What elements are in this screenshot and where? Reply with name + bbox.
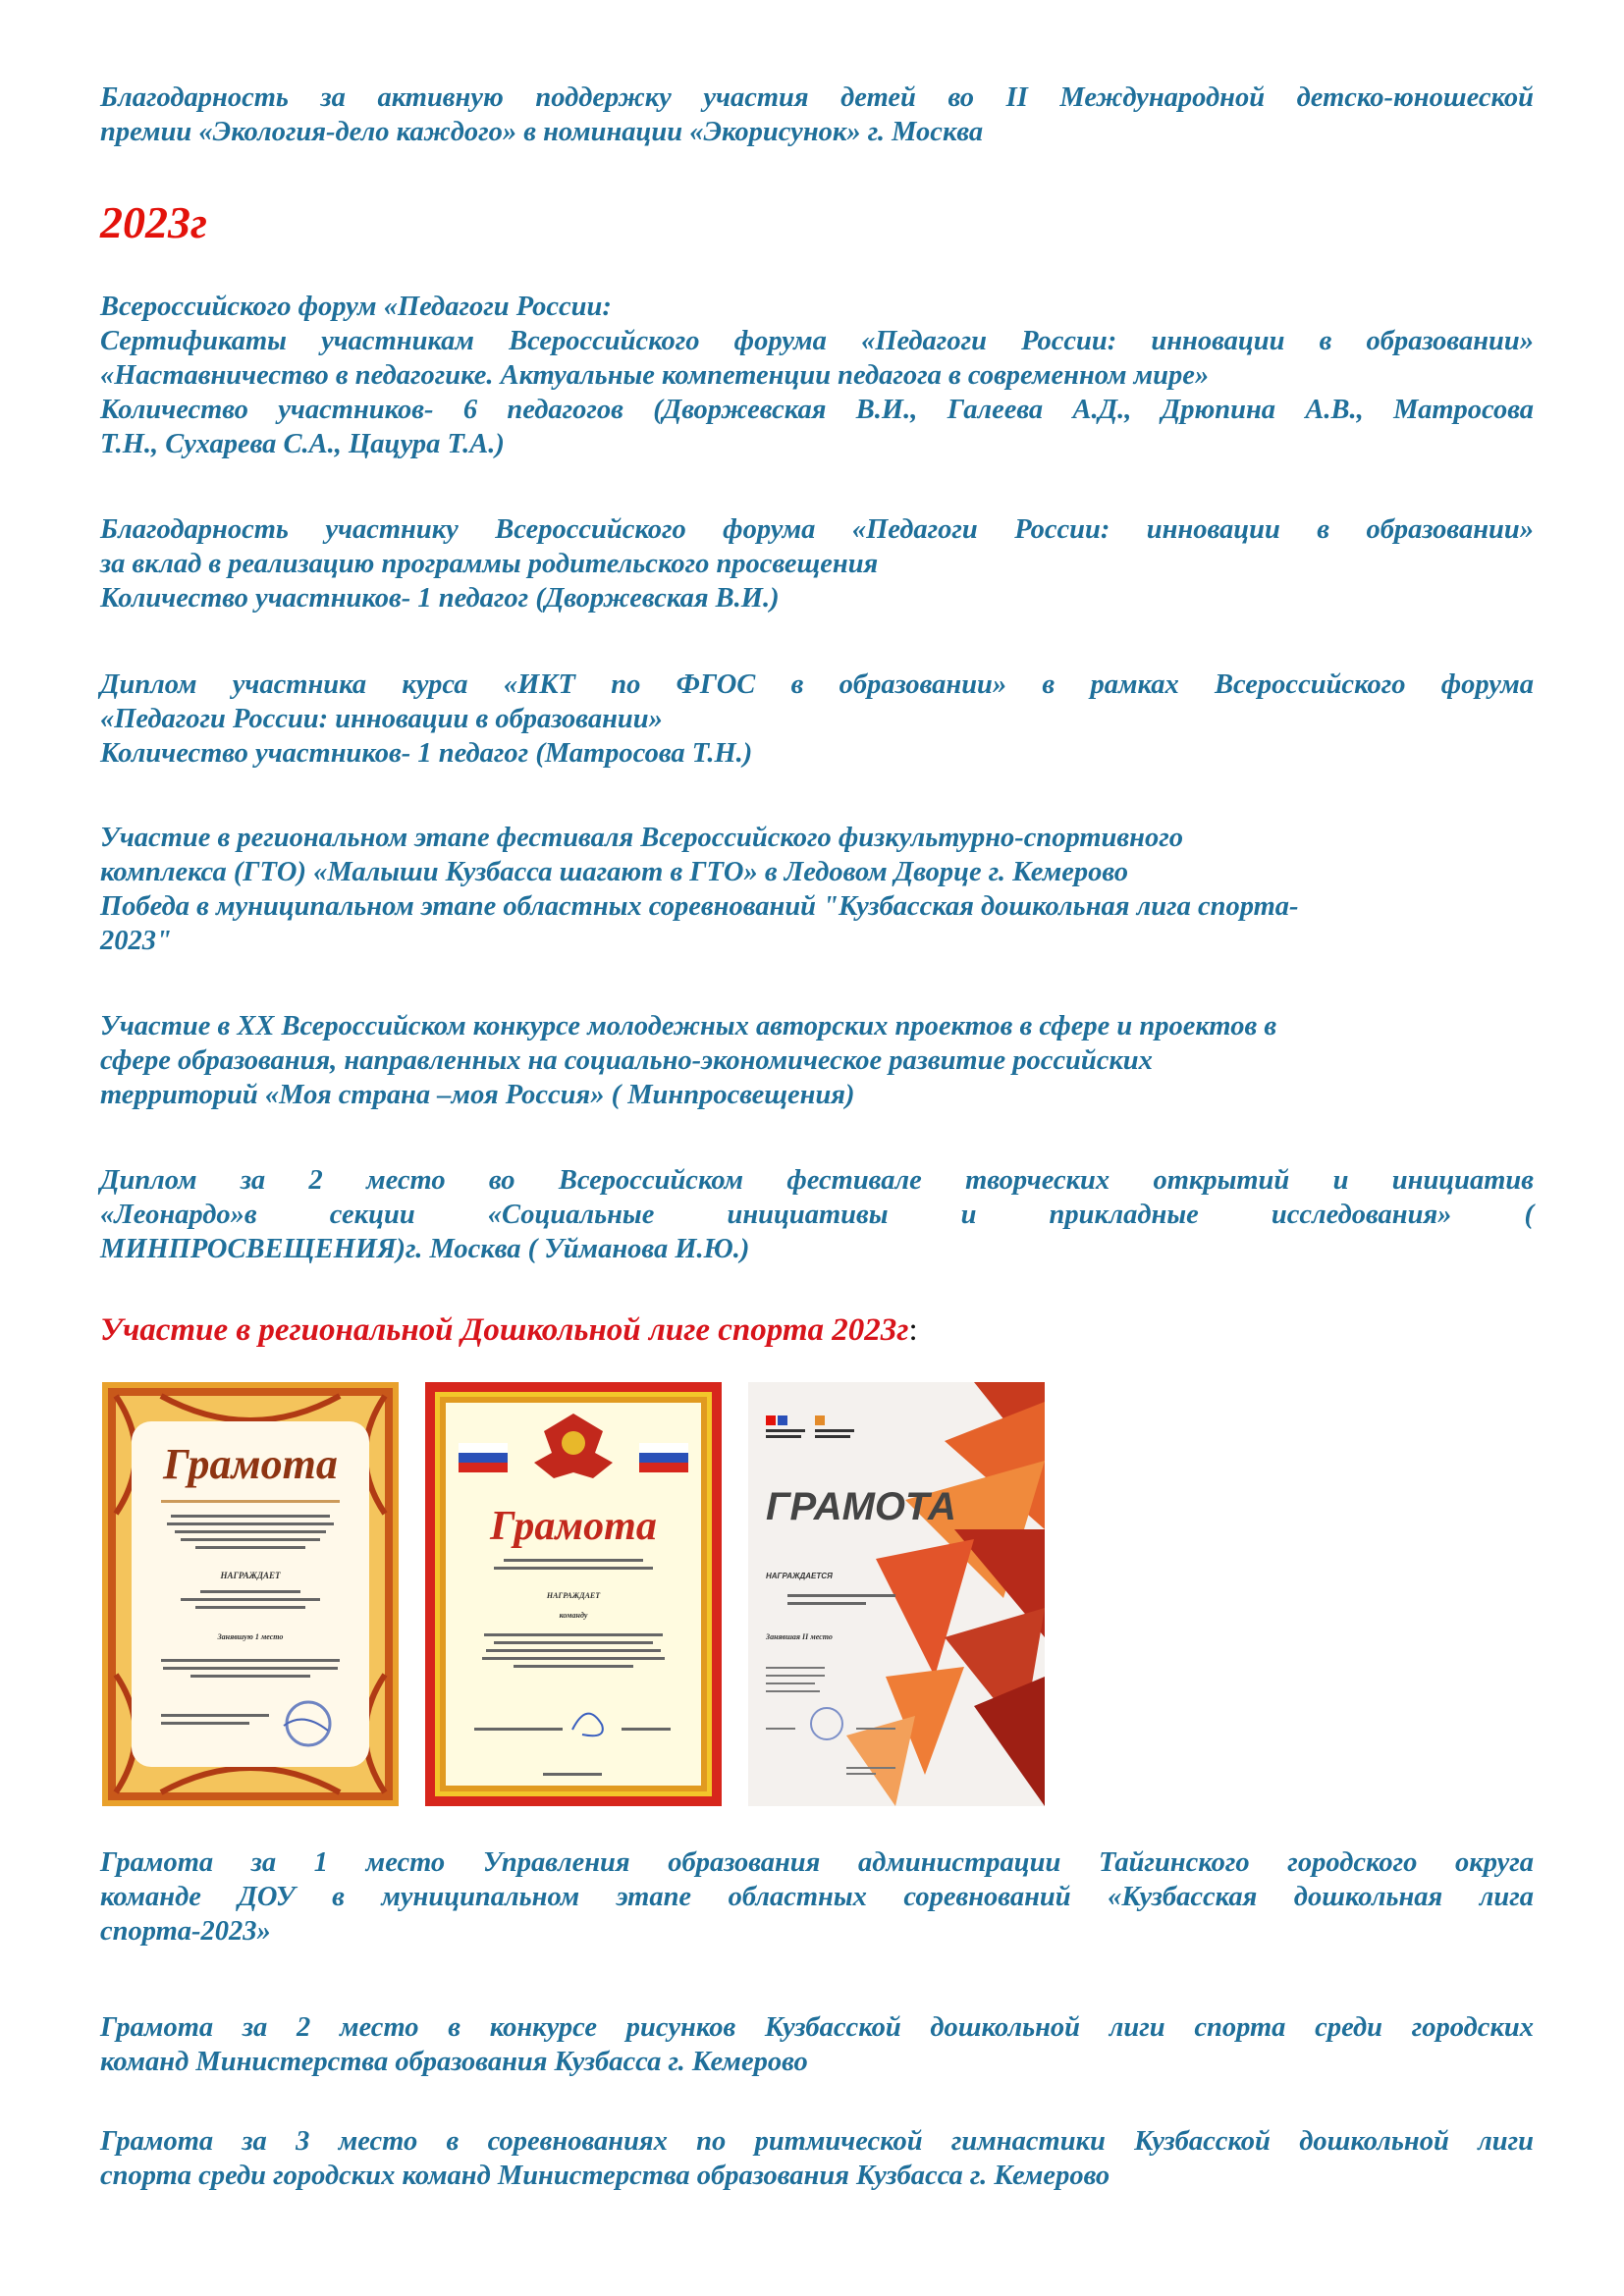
certificate-2-awards: НАГРАЖДАЕТ bbox=[546, 1591, 601, 1600]
text-line: комплекса (ГТО) «Малыши Кузбасса шагают в ГТО» в Ледовом Дворце г. Кемерово bbox=[100, 857, 1128, 887]
text-line: Победа в муниципальном этапе областных соревнований "Кузбасская дошкольная лига спорта- bbox=[100, 891, 1299, 922]
certificate-image-2 bbox=[425, 1382, 722, 1806]
certificate-3-title: ГРАМОТА bbox=[766, 1485, 956, 1528]
year-heading: 2023г bbox=[100, 197, 207, 247]
text-line: «Педагоги России: инновации в образовании» bbox=[100, 704, 663, 734]
text-line: Количество участников- 1 педагог (Матросова Т.Н.) bbox=[100, 738, 753, 769]
certificate-3-place: Занявшая II место bbox=[766, 1632, 833, 1641]
text-line: Участие в региональном этапе фестиваля Всероссийского физкультурно-спортивного bbox=[100, 823, 1183, 853]
text-line: Благодарность участнику Всероссийского форума «Педагоги России: инновации в образовании» bbox=[100, 514, 1534, 545]
text-line: за вклад в реализацию программы родительского просвещения bbox=[100, 549, 879, 579]
paragraph-ict-diploma bbox=[100, 667, 1534, 771]
paragraph-first-place bbox=[100, 1845, 1534, 1949]
certificate-image-3 bbox=[748, 1382, 1045, 1806]
section-heading-colon: : bbox=[908, 1312, 918, 1348]
paragraph-gratitude-ecology bbox=[100, 80, 1534, 149]
certificate-2-team: команду bbox=[559, 1611, 588, 1620]
certificate-photos bbox=[0, 1382, 1624, 1814]
certificate-image-1 bbox=[102, 1382, 399, 1806]
text-line: Сертификаты участникам Всероссийского форума «Педагоги России: инновации в образовании» bbox=[100, 326, 1534, 356]
text-line: спорта среди городских команд Министерства образования Кузбасса г. Кемерово bbox=[100, 2161, 1110, 2191]
certificate-1-title: Грамота bbox=[163, 1440, 338, 1488]
text-line: «Леонардо»в секции «Социальные инициативы и прикладные исследования» ( bbox=[100, 1200, 1534, 1230]
text-line: Грамота за 3 место в соревнованиях по ритмической гимнастики Кузбасской дошкольной лиги bbox=[100, 2126, 1534, 2157]
text-line: Количество участников- 6 педагогов (Дворжевская В.И., Галеева А.Д., Дрюпина А.В., Матросова bbox=[100, 395, 1534, 425]
text-line: Всероссийского форум «Педагоги России: bbox=[100, 292, 612, 322]
paragraph-forum-certificates bbox=[100, 290, 1534, 461]
text-line: 2023" bbox=[100, 926, 172, 956]
text-line: Грамота за 2 место в конкурсе рисунков Кузбасской дошкольной лиги спорта среди городских bbox=[100, 2012, 1534, 2043]
section-heading-preschool-league bbox=[100, 1310, 918, 1350]
text-line: «Наставничество в педагогике. Актуальные компетенции педагога в современном мире» bbox=[100, 360, 1210, 391]
certificate-2-title: Грамота bbox=[490, 1504, 657, 1549]
text-line: Благодарность за активную поддержку участия детей во II Международной детско-юношеской bbox=[100, 82, 1534, 113]
text-line: МИНПРОСВЕЩЕНИЯ)г. Москва ( Уйманова И.Ю.) bbox=[100, 1234, 750, 1264]
text-line: сфере образования, направленных на социально-экономическое развитие российских bbox=[100, 1045, 1153, 1076]
text-line: спорта-2023» bbox=[100, 1916, 271, 1947]
paragraph-youth-projects bbox=[100, 1009, 1534, 1112]
section-heading-text: Участие в региональной Дошкольной лиге спорта 2023г bbox=[100, 1312, 909, 1348]
certificate-1-place: Занявшую 1 место bbox=[217, 1632, 284, 1641]
text-line: премии «Экология-дело каждого» в номинации «Экорисунок» г. Москва bbox=[100, 117, 984, 147]
paragraph-third-place bbox=[100, 2124, 1534, 2193]
certificate-1-awards: НАГРАЖДАЕТ bbox=[220, 1571, 281, 1580]
text-line: территорий «Моя страна –моя Россия» ( Минпросвещения) bbox=[100, 1080, 855, 1110]
text-line: команд Министерства образования Кузбасса г. Кемерово bbox=[100, 2047, 808, 2077]
text-line: Грамота за 1 место Управления образования администрации Тайгинского городского округа bbox=[100, 1847, 1534, 1878]
text-line: Диплом участника курса «ИКТ по ФГОС в образовании» в рамках Всероссийского форума bbox=[100, 669, 1534, 700]
text-line: Т.Н., Сухарева С.А., Цацура Т.А.) bbox=[100, 429, 505, 459]
text-line: Участие в XX Всероссийском конкурсе молодежных авторских проектов в сфере и проектов в bbox=[100, 1011, 1277, 1041]
text-line: Количество участников- 1 педагог (Дворжевская В.И.) bbox=[100, 583, 780, 614]
paragraph-gto-festival bbox=[100, 821, 1534, 958]
paragraph-second-place bbox=[100, 2010, 1534, 2079]
text-line: команде ДОУ в муниципальном этапе областных соревнований «Кузбасская дошкольная лига bbox=[100, 1882, 1534, 1912]
certificate-3-awards: НАГРАЖДАЕТСЯ bbox=[766, 1572, 833, 1580]
paragraph-forum-gratitude bbox=[100, 512, 1534, 615]
text-line: Диплом за 2 место во Всероссийском фестивале творческих открытий и инициатив bbox=[100, 1165, 1534, 1196]
paragraph-leonardo-diploma bbox=[100, 1163, 1534, 1266]
